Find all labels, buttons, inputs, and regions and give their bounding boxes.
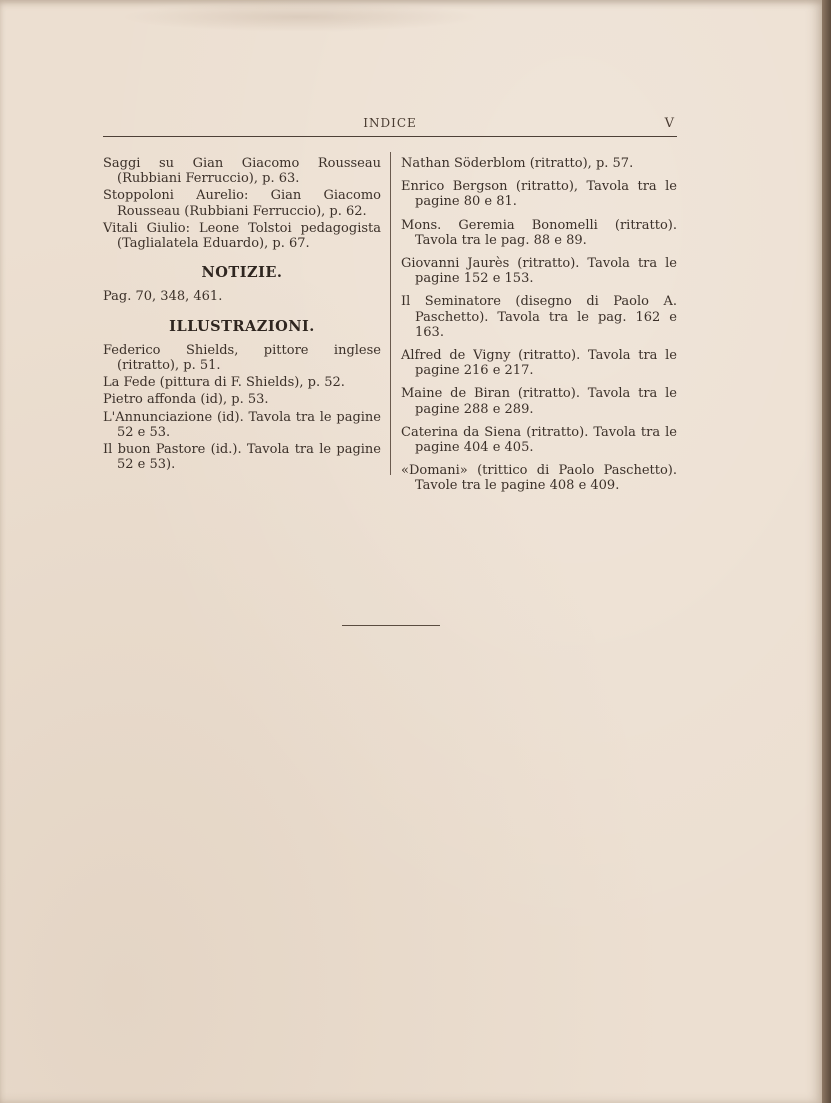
illustration-entry: Mons. Geremia Bonomelli (ritratto). Tavola tra le pag. 88 e 89. xyxy=(401,217,677,248)
illustration-entry: «Domani» (trittico di Paolo Paschetto). Tavole tra le pagine 408 e 409. xyxy=(401,463,677,494)
notizie-heading: NOTIZIE. xyxy=(201,264,283,282)
illustration-entry: Enrico Bergson (ritratto), Tavola tra le pagine 80 e 81. xyxy=(401,179,677,210)
header-rule xyxy=(103,136,677,137)
index-entry: Vitali Giulio: Leone Tolstoi pedagogista (Taglialatela Eduardo), p. 67. xyxy=(103,220,381,252)
right-column xyxy=(401,156,677,502)
illustration-entry: Nathan Söderblom (ritratto), p. 57. xyxy=(401,156,634,171)
index-entry: Stoppoloni Aurelio: Gian Giacomo Rousseau (Rubbiani Ferruccio), p. 62. xyxy=(103,188,381,219)
illustration-entry: Federico Shields, pittore inglese (ritratto), p. 51. xyxy=(103,342,381,374)
illustrazioni-heading: ILLUSTRAZIONI. xyxy=(169,317,315,335)
left-column xyxy=(103,156,381,474)
illustration-entry: Il Seminatore (disegno di Paolo A. Paschetto). Tavola tra le pag. 162 e 163. xyxy=(401,294,677,340)
illustration-entry: Caterina da Siena (ritratto). Tavola tra le pagine 404 e 405. xyxy=(401,424,677,456)
notizie-text: Pag. 70, 348, 461. xyxy=(103,289,223,305)
illustration-entry: Maine de Biran (ritratto). Tavola tra le pagine 288 e 289. xyxy=(401,386,677,417)
illustration-entry: Alfred de Vigny (ritratto). Tavola tra le pagine 216 e 217. xyxy=(401,348,677,379)
column-divider xyxy=(390,152,391,475)
illustration-entry: L'Annunciazione (id). Tavola tra le pagine 52 e 53. xyxy=(103,409,381,440)
end-rule xyxy=(342,625,440,626)
illustration-entry: La Fede (pittura di F. Shields), p. 52. xyxy=(103,375,345,391)
index-entry: Saggi su Gian Giacomo Rousseau (Rubbiani Ferruccio), p. 63. xyxy=(103,156,381,187)
paper-stain xyxy=(120,2,480,32)
illustration-entry: Il buon Pastore (id.). Tavola tra le pagine 52 e 53). xyxy=(103,442,381,473)
page-number: V xyxy=(664,116,675,131)
illustration-entry: Giovanni Jaurès (ritratto). Tavola tra le pagine 152 e 153. xyxy=(401,256,677,287)
illustration-entry: Pietro affonda (id), p. 53. xyxy=(103,392,269,408)
header-title: INDICE xyxy=(363,116,417,130)
page-edge xyxy=(822,0,831,1103)
running-header xyxy=(103,116,677,134)
